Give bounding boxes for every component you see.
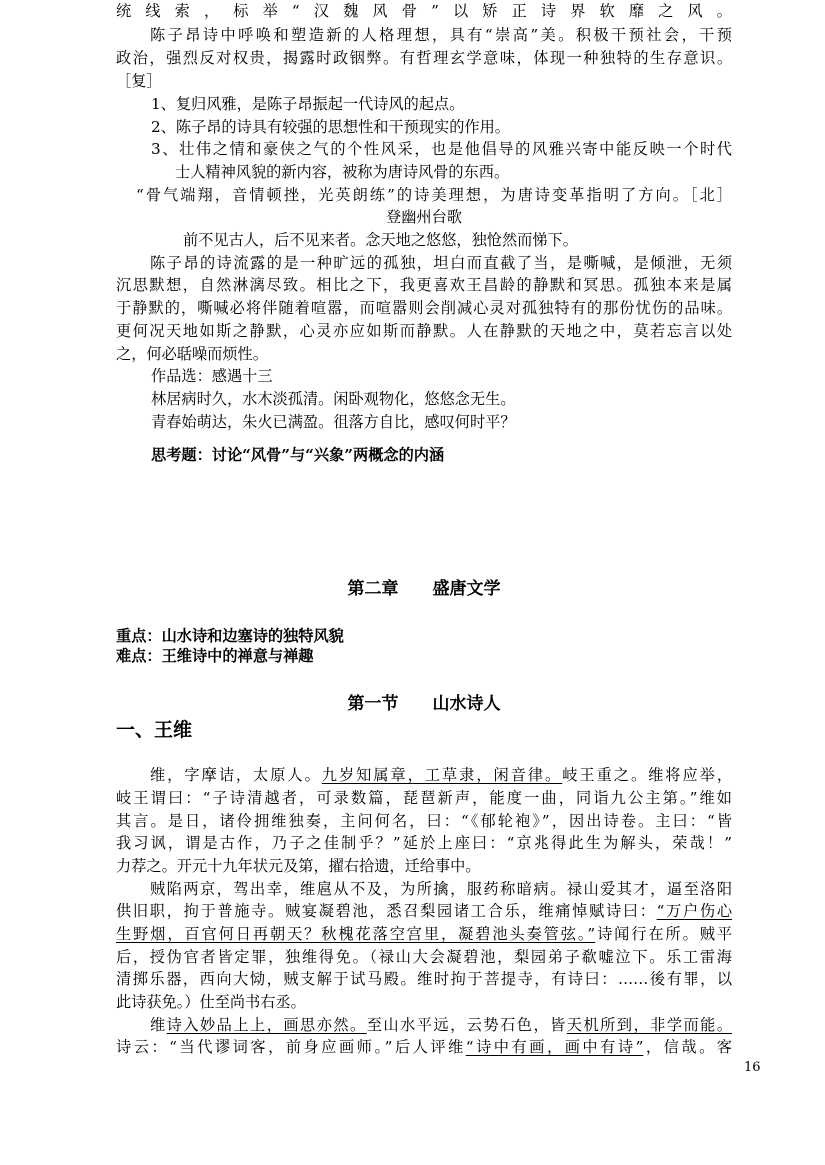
body-line: 此诗获免。）仕至尚书右丞。	[116, 993, 306, 1011]
section-title: 第一节 山水诗人	[347, 694, 501, 714]
body-line	[116, 1036, 732, 1058]
body-text: 诗云：“当代谬词客，前身应画师。”后人评维	[116, 1038, 466, 1056]
body-line: 岐王谓曰：“子诗清越者，可录数篇，琵琶新声，能度一曲，同诣九公主第。”维如	[116, 789, 732, 807]
body-line: 其言。是日，诸伶拥维独奏，主问何名，曰：“《郁轮袍》”，因出诗卷。主曰：“皆	[116, 812, 732, 830]
body-text: 维	[150, 1016, 167, 1034]
text-line: 沉思默想，自然淋漓尽致。相比之下，我更喜欢王昌龄的静默和冥思。孤独本来是属	[116, 276, 732, 294]
body-line: 力荐之。开元十九年状元及第，擢右拾遗，迁给事中。	[116, 857, 481, 875]
body-line: 清掷乐器，西向大恸，贼支解于试马殿。维时拘于菩提寺，有诗曰：……後有罪，以	[116, 970, 732, 988]
body-line: 贼陷两京，驾出幸，维扈从不及，为所擒，服药称暗病。禄山爱其才，逼至洛阳	[150, 880, 732, 898]
underlined-text: 天机所到，非学而能。	[566, 1016, 732, 1034]
text-line: 陈子昂的诗流露的是一种旷远的孤独，坦白而直截了当，是嘶喊，是倾泄，无须	[150, 254, 732, 272]
text-line: 陈子昂诗中呼唤和塑造新的人格理想，具有“崇高”美。积极干预社会，干预	[150, 26, 732, 44]
body-text: 诗闻行在所。贼平	[595, 925, 732, 943]
text-line: 统线索，标举“汉魏风骨”以矫正诗界软靡之风。	[116, 2, 732, 20]
chapter-title: 第二章 盛唐文学	[347, 579, 501, 599]
text-line: 更何况天地如斯之静默，心灵亦应如斯而静默。人在静默的天地之中，莫若忘言以处	[116, 322, 732, 340]
body-line	[116, 923, 732, 945]
body-line: 我习讽，谓是古作，乃子之佳制乎？”延於上座曰：“京兆得此生为解头，荣哉！”	[116, 834, 732, 852]
poem-line: 前不见古人，后不见来者。念天地之悠悠，独怆然而悌下。	[183, 231, 578, 249]
poem-title: 登幽州台歌	[386, 208, 462, 226]
body-text: ，信哉。客	[643, 1038, 732, 1056]
underlined-text: “诗中有画，画中有诗”	[465, 1038, 644, 1056]
list-item: 1、复归风雅，是陈子昂振起一代诗风的起点。	[151, 95, 465, 113]
page-number: 16	[744, 1060, 761, 1075]
text-line: “骨气端翔，音情顿挫，光英朗练”的诗美理想，为唐诗变革指明了方向。［北］	[136, 186, 732, 204]
works-selection: 作品选：感遇十三	[151, 367, 273, 385]
underlined-text: 诗入妙品上上，画思亦然。	[166, 1016, 367, 1034]
difficulty-point: 难点：王维诗中的禅意与禅趣	[116, 647, 314, 665]
text-line: 于静默的，嘶喊必将伴随着喧嚣，而喧嚣则会削减心灵对孤独特有的那份忧伤的品味。	[116, 299, 732, 317]
body-text: 供旧职，拘于普施寺。贼宴凝碧池，悉召梨园诸工合乐，维痛悼赋诗曰：	[116, 902, 657, 920]
text-line: ［复］	[116, 72, 162, 90]
underlined-text: 生野烟，百官何日再朝天？秋槐花落空宫里，凝碧池头奏管弦。”	[116, 925, 596, 943]
body-text: 维，字摩诘，太原人。	[150, 766, 322, 784]
body-line	[116, 764, 732, 786]
text-line: 政治，强烈反对权贵，揭露时政铟弊。有哲理玄学意味，体现一种独特的生存意识。	[116, 49, 732, 67]
body-line	[116, 1014, 732, 1036]
underlined-text: 九岁知属章，工草隶，闲音律。	[321, 766, 563, 784]
body-text: 岐王重之。维将应举，	[562, 766, 732, 784]
poem-line: 林居病时久，水木淡孤清。闲卧观物化，悠悠念无生。	[151, 390, 516, 408]
body-text: 至山水平远，云势石色，皆	[366, 1016, 567, 1034]
body-line	[116, 900, 732, 922]
list-item: 3、壮伟之情和豪侠之气的个性风采，也是他倡导的风雅兴寄中能反映一个时代	[151, 140, 732, 158]
list-item-continuation: 士人精神风貌的新内容，被称为唐诗风骨的东西。	[175, 163, 510, 181]
subsection-title: 一、王维	[116, 719, 193, 741]
poem-line: 青春始萌达，朱火已满盈。徂落方自比，感叹何时平？	[151, 413, 516, 431]
key-point: 重点：山水诗和边塞诗的独特风貌	[116, 627, 344, 645]
text-line: 之，何必聒噪而烦性。	[116, 345, 268, 363]
underlined-text: “万户伤心	[656, 902, 732, 920]
discussion-question: 思考题：讨论“风骨”与“兴象”两概念的内涵	[151, 446, 445, 464]
body-line: 后，授伪官者皆定罪，独维得免。（禄山大会凝碧池，梨园弟子欷嘘泣下。乐工雷海	[116, 948, 732, 966]
list-item: 2、陈子昂的诗具有较强的思想性和干预现实的作用。	[151, 118, 510, 136]
